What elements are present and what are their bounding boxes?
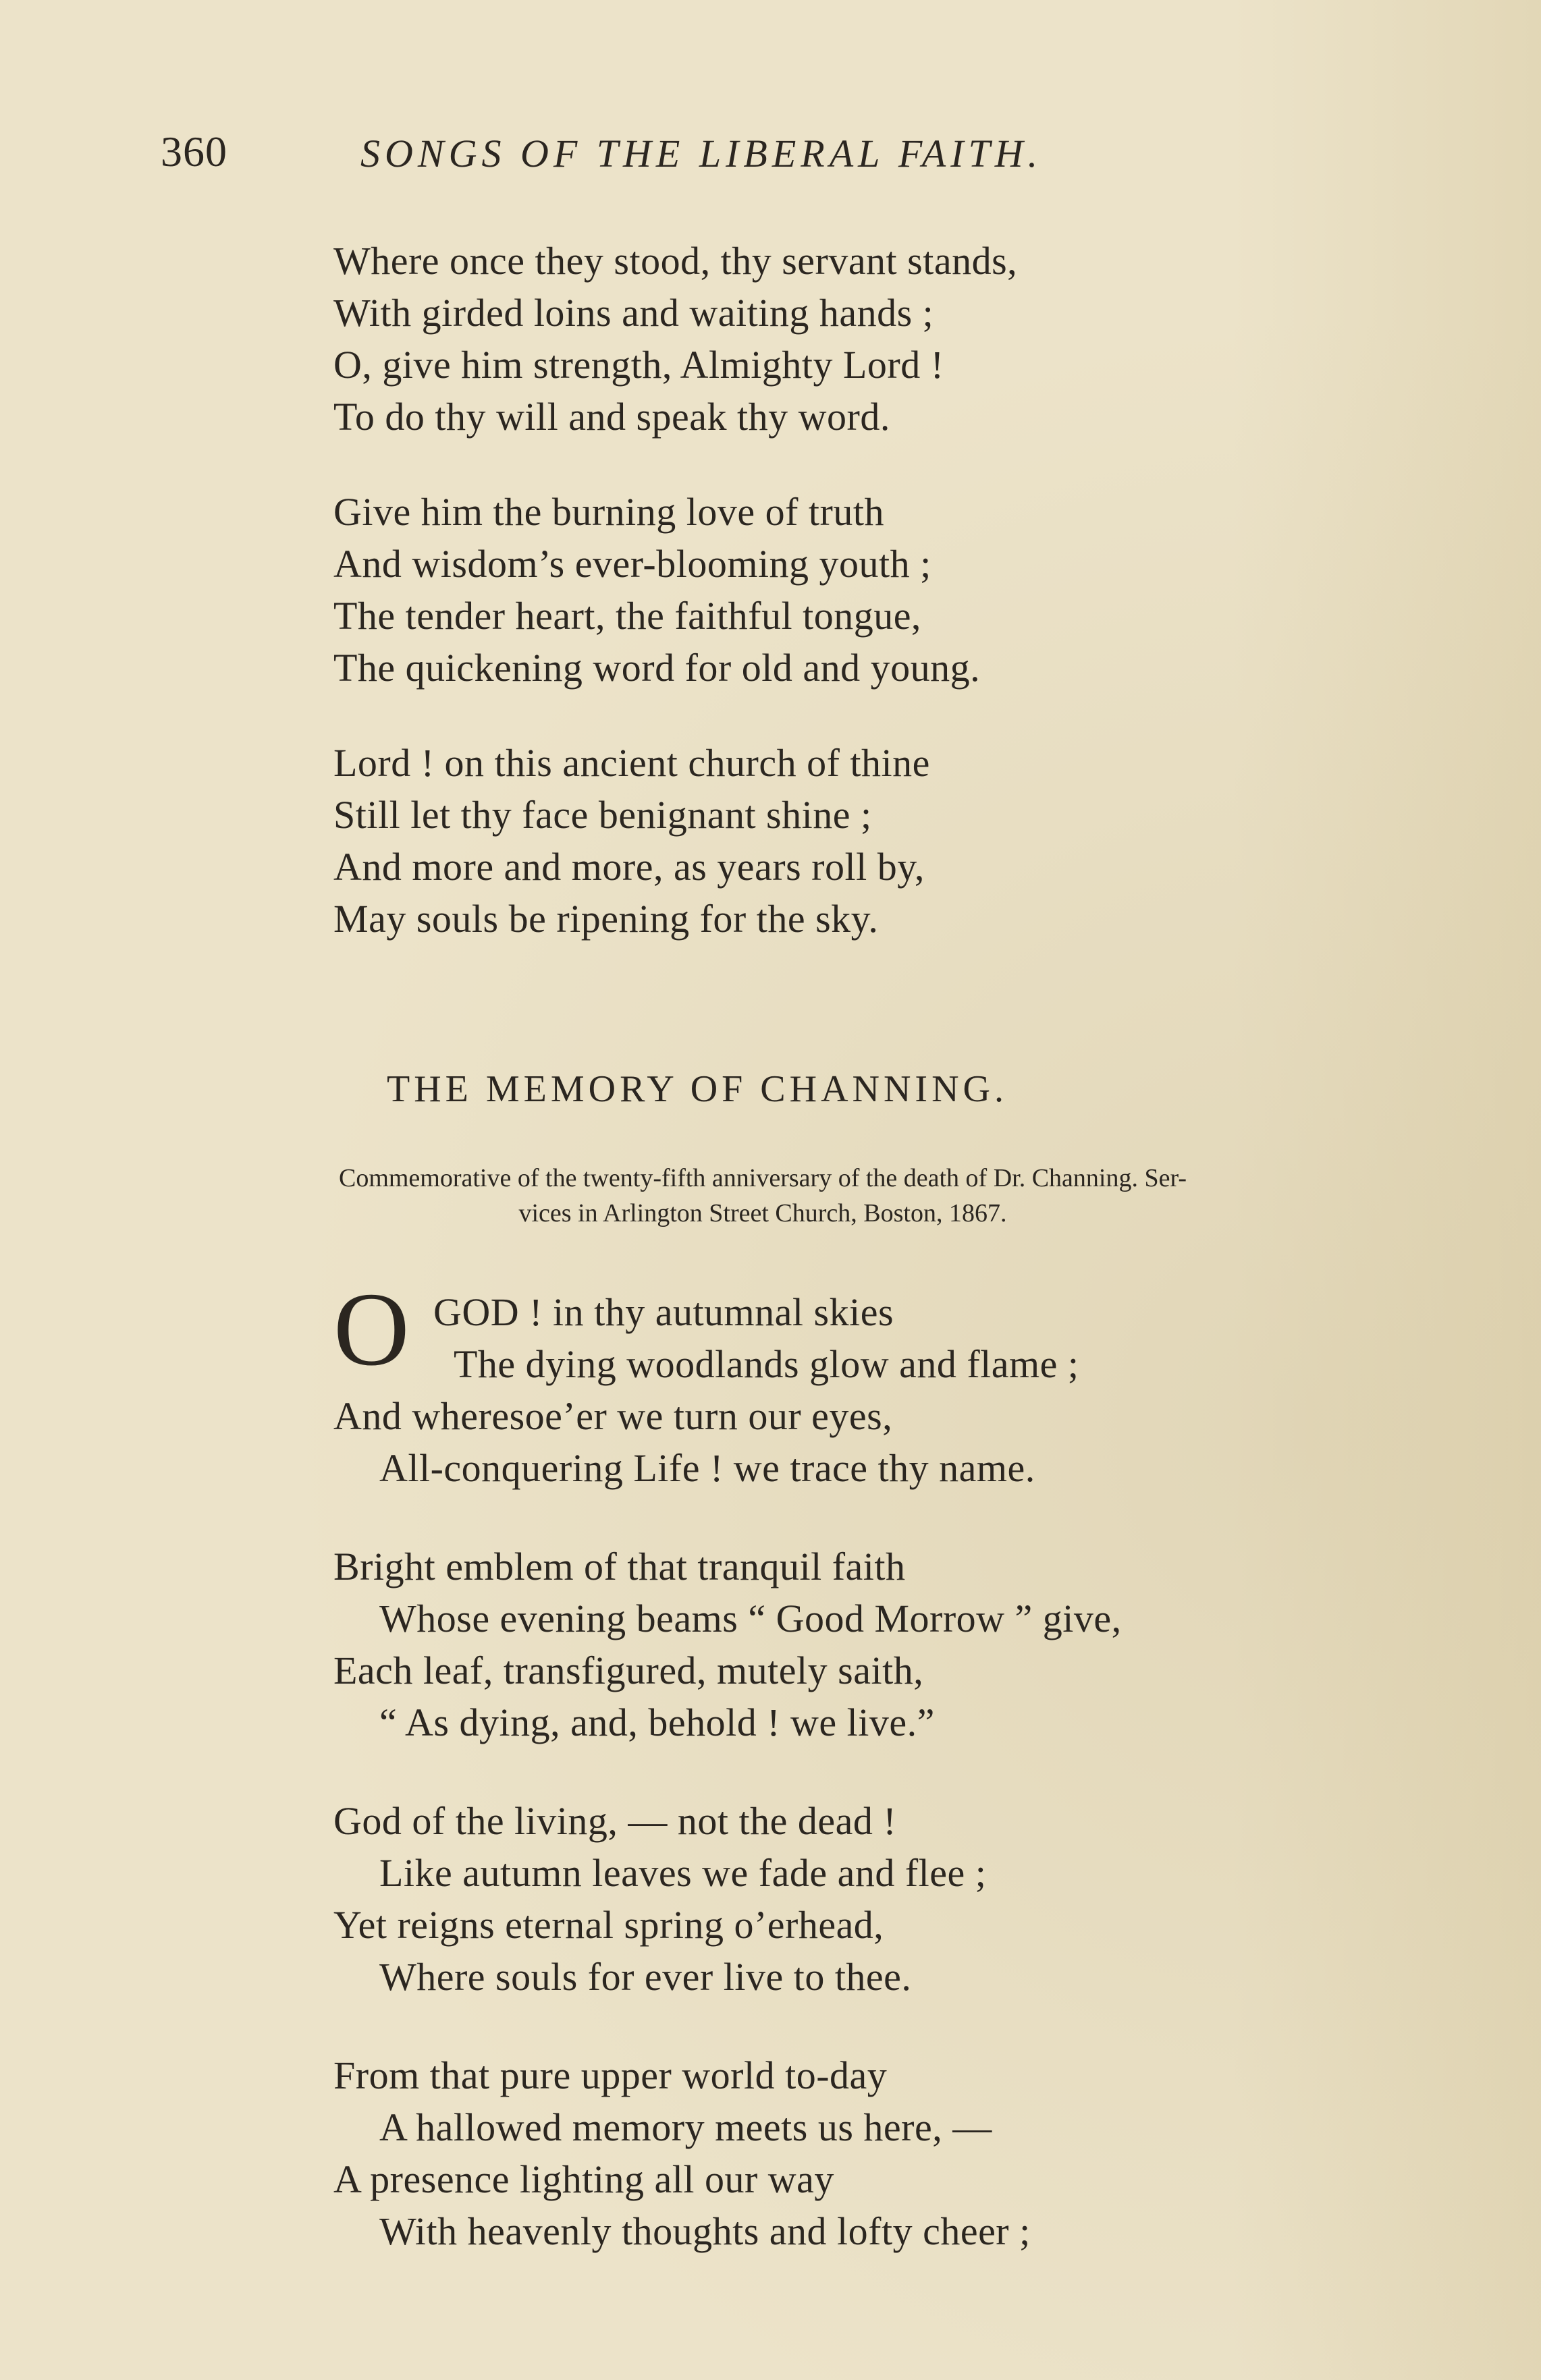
verse-line: From that pure upper world to-day [333,2053,888,2097]
poem-continuation [333,235,1017,945]
stanza [333,737,1017,945]
verse-line: And wisdom’s ever-blooming youth ; [333,542,931,586]
verse-line: GOD ! in thy autumnal skies [433,1290,894,1334]
stanza [333,1271,1122,1494]
running-head [161,127,1214,181]
headnote [189,1161,1336,1231]
verse-line: Each leaf, transfigured, mutely saith, [333,1649,924,1692]
headnote-line: vices in Arlington Street Church, Boston, 1867. [518,1199,1007,1227]
verse-line: Bright emblem of that tranquil faith [333,1545,906,1588]
verse-line: The quickening word for old and young. [333,646,981,690]
stanza [333,1541,1122,1748]
headnote-line: Commemorative of the twenty-fifth anniversary of the death of Dr. Channing. Ser- [338,1164,1187,1192]
verse-line: Whose evening beams “ Good Morrow ” give, [379,1597,1122,1640]
verse-line: The tender heart, the faithful tongue, [333,594,921,638]
verse-line: With girded loins and waiting hands ; [333,291,934,335]
stanza [333,2049,1122,2257]
stanza [333,1795,1122,2003]
verse-line: Still let thy face benignant shine ; [333,793,872,837]
section-title: THE MEMORY OF CHANNING. [387,1068,1008,1110]
verse-line: May souls be ripening for the sky. [333,897,879,941]
verse-line: Where once they stood, thy servant stands, [333,239,1018,283]
verse-line: Yet reigns eternal spring o’erhead, [333,1903,884,1947]
verse-line: O, give him strength, Almighty Lord ! [333,343,944,387]
verse-line: God of the living, — not the dead ! [333,1799,897,1843]
verse-line: With heavenly thoughts and lofty cheer ; [379,2209,1031,2253]
stanza [333,235,1017,443]
verse-line: “ As dying, and, behold ! we live.” [379,1700,935,1744]
drop-cap: O [333,1271,410,1387]
verse-line: Give him the burning love of truth [333,490,884,534]
verse-line: Lord ! on this ancient church of thine [333,741,930,785]
verse-line: Where souls for ever live to thee. [379,1955,912,1999]
poem-memory-of-channing [333,1271,1122,2257]
running-title: SONGS OF THE LIBERAL FAITH. [360,132,1043,175]
stanza [333,486,1017,694]
page-number: 360 [161,128,227,175]
verse-line: Like autumn leaves we fade and flee ; [379,1851,987,1895]
verse-line: All-conquering Life ! we trace thy name. [379,1446,1035,1490]
verse-line: The dying woodlands glow and flame ; [454,1342,1079,1386]
verse-line: And more and more, as years roll by, [333,845,925,889]
verse-line: A presence lighting all our way [333,2157,834,2201]
verse-line: And wheresoe’er we turn our eyes, [333,1394,893,1438]
verse-line: A hallowed memory meets us here, — [379,2105,992,2149]
verse-line: To do thy will and speak thy word. [333,395,890,439]
